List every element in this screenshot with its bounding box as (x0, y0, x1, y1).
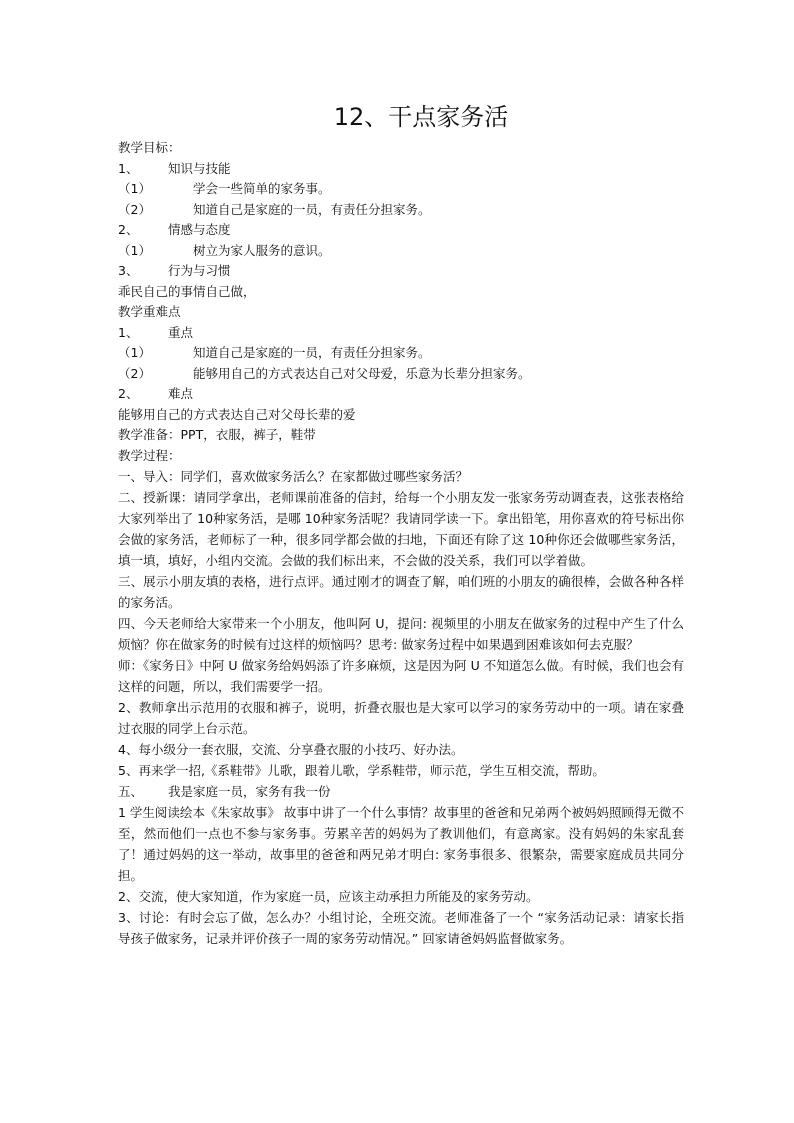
process-paragraph: 5、再来学一招,《系鞋带》儿歌，跟着儿歌，学系鞋带，师示范，学生互相交流，帮助。 (118, 763, 605, 778)
process-paragraph: 二、授新课：请同学拿出，老师课前准备的信封，给每一个小朋友发一张家务劳动调查表，这张表格给大家列举出了 10种家务活，是哪 10种家务活呢？我请同学读一下。拿出铅笔，用你喜欢的符号标出你会做的家务活，老师标了一种，很多同学都会做的扫地，下面还有除了这 10种你还会做哪些家务活，填一填，填好，小组内交流。会做的我们标出来，不会做的没关系，我们可以学着做。 (118, 490, 684, 568)
process-paragraph: 师：《家务日》中阿 U 做家务给妈妈添了许多麻烦，这是因为阿 U 不知道怎么做。有时候，我们也会有这样的问题，所以，我们需要学一招。 (118, 658, 684, 694)
document-title: 12、干点家务活 (333, 103, 509, 131)
process-paragraph: 2、交流，使大家知道，作为家庭一员，应该主动承担力所能及的家务劳动。 (118, 889, 539, 904)
goal-section-1: 1、 知识与技能 (118, 160, 231, 176)
process-paragraph: 一、导入：同学们，喜欢做家务活么？在家都做过哪些家务活？ (118, 469, 469, 484)
process-paragraph: 3、讨论：有时会忘了做，怎么办？小组讨论，全班交流。老师准备了一个 “家务活动记录：请家长指导孩子做家务，记录并评价孩子一周的家务劳动情况。” 回家请爸妈妈监督做家务。 (118, 910, 684, 946)
goal-item: （2） 知道自己是家庭的一员，有责任分担家务。 (118, 201, 431, 217)
document-page (118, 100, 684, 949)
key-points-heading: 教学重难点 (118, 304, 181, 319)
process-paragraph: 1 学生阅读绘本《朱家故事》 故事中讲了一个什么事情？故事里的爸爸和兄弟两个被妈妈照顾得无微不至，然而他们一点也不参与家务事。劳累辛苦的妈妈为了教训他们，有意离家。没有妈妈的朱家乱套了！通过妈妈的这一举动，故事里的爸爸和两兄弟才明白: 家务事很多、很繁杂，需要家庭成员共同分担。 (118, 805, 684, 883)
key-section-1: 1、 重点 (118, 324, 194, 340)
goal-section-3: 3、 行为与习惯 (118, 263, 231, 278)
goal-item: （1） 学会一些简单的家务事。 (118, 181, 331, 196)
process-paragraph: 4、每小级分一套衣服，交流、分享叠衣服的小技巧、好办法。 (118, 742, 464, 757)
process-paragraph: 2、教师拿出示范用的衣服和裤子，说明，折叠衣服也是大家可以学习的家务劳动中的一项。请在家叠过衣服的同学上台示范。 (118, 700, 684, 736)
key-text: 能够用自己的方式表达自己对父母长辈的爱 (118, 406, 356, 422)
teaching-preparation: 教学准备：PPT，衣服，裤子，鞋带 (118, 427, 316, 442)
process-section-5: 五、 我是家庭一员，家务有我一份 (118, 784, 331, 799)
goal-section-2: 2、 情感与态度 (118, 222, 231, 237)
process-heading: 教学过程： (118, 447, 181, 463)
key-item: （2） 能够用自己的方式表达自己对父母爱，乐意为长辈分担家务。 (118, 365, 531, 381)
goal-text: 乖民自己的事情自己做， (118, 283, 256, 299)
process-paragraph: 四、今天老师给大家带来一个小朋友，他叫阿 U，提问: 视频里的小朋友在做家务的过程中产生了什么烦恼？你在做家务的时候有过这样的烦恼吗？思考: 做家务过程中如果遇到困难该如何去克服？ (118, 616, 684, 652)
key-section-2: 2、 难点 (118, 386, 194, 401)
goal-item: （1） 树立为家人服务的意识。 (118, 242, 331, 258)
key-item: （1） 知道自己是家庭的一员，有责任分担家务。 (118, 345, 431, 360)
process-paragraph: 三、展示小朋友填的表格，进行点评。通过刚才的调查了解，咱们班的小朋友的确很棒，会做各种各样的家务活。 (118, 574, 684, 610)
goals-heading: 教学目标： (118, 140, 181, 155)
